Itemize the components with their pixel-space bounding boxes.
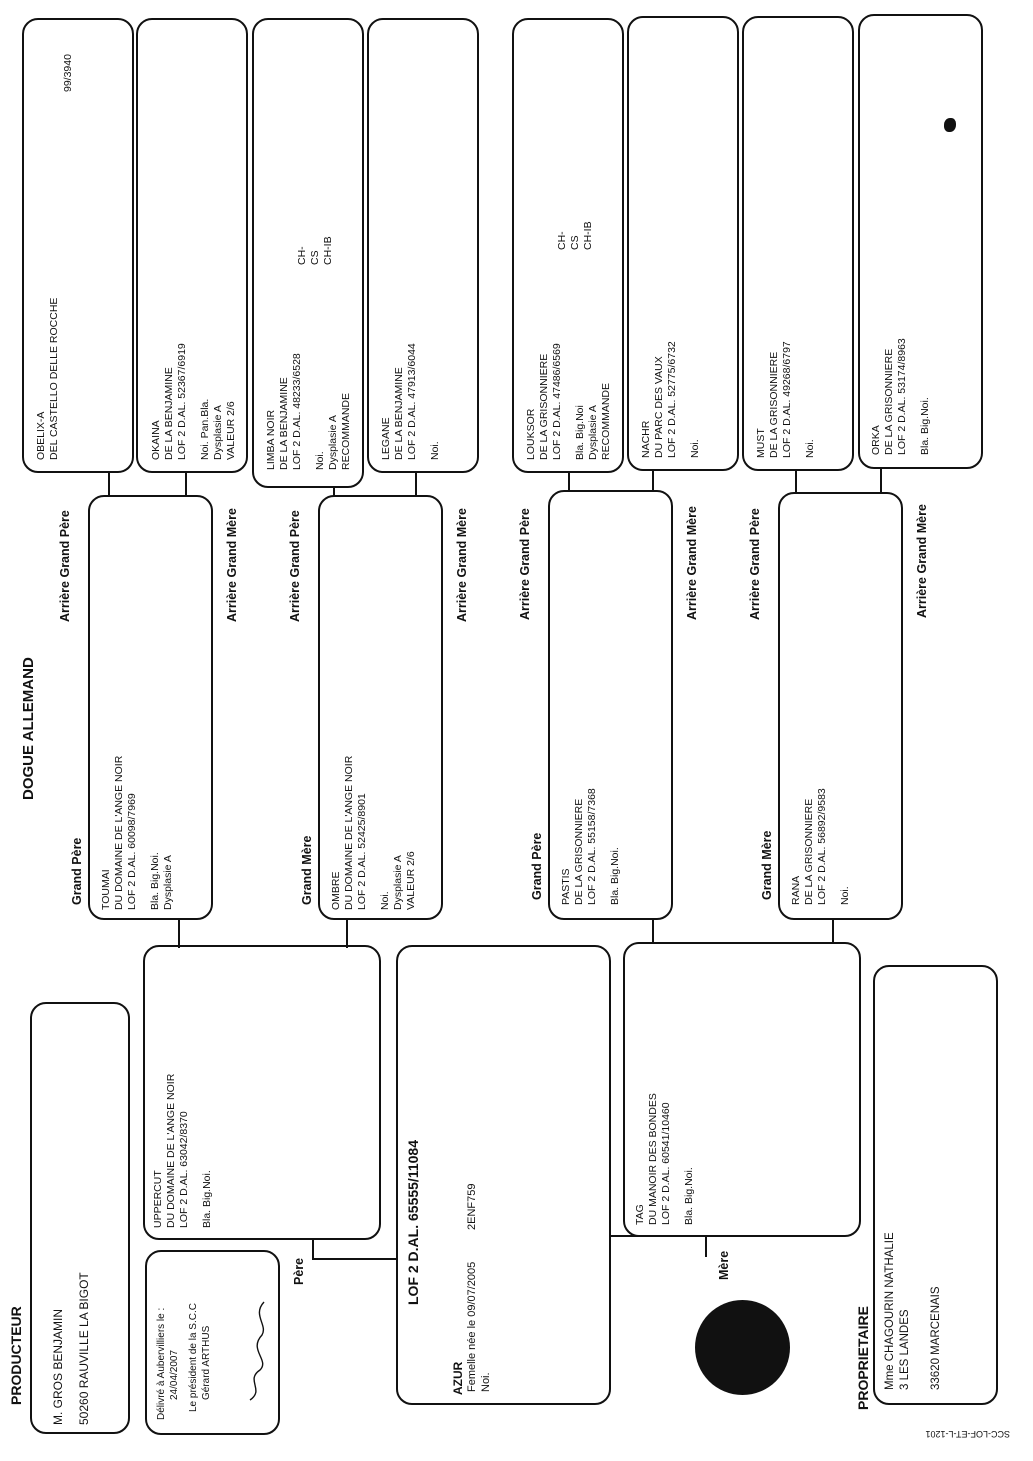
footer-code: SCC-LOF-ET-L-1201 (925, 1429, 1010, 1439)
owner-address2: 33620 MARCENAIS (930, 1286, 942, 1390)
label-ggp-4: Arrière Grand Père (748, 508, 762, 620)
dog-box (396, 945, 611, 1405)
label-grand-mere-1: Grand Mère (300, 835, 314, 905)
great-grandparent-6-info: NACHR DU PARC DES VAUX LOF 2 D.AL. 52775/6732 Noi. (640, 341, 701, 458)
label-ggp-2: Arrière Grand Père (288, 510, 302, 622)
producer-info (50, 1272, 92, 1425)
grandmother-maternal-info: RANA DE LA GRISONNIERE LOF 2 D.AL. 56892/9583 Noi. (790, 788, 851, 905)
dam-info: TAG DU MANOIR DES BONDES LOF 2 D.AL. 60541/10460 Bla. Big.Noi. (634, 1093, 695, 1225)
dog-color: Noi. (480, 1372, 492, 1392)
signature (240, 1290, 275, 1410)
great-grandparent-3-titles: CH-CS CH-IB (296, 236, 334, 265)
label-ggp-3: Arrière Grand Père (518, 508, 532, 620)
delivery-place: Délivré à Aubervilliers le : (156, 1307, 167, 1420)
dog-registration: LOF 2 D.AL. 65555/11084 (405, 1140, 421, 1305)
great-grandparent-5-titles: CH-CS CH-IB (556, 221, 594, 250)
mother-label: Mère (717, 1250, 731, 1280)
dog-chip: 2ENF759 (466, 1183, 478, 1230)
dog-birth: Femelle née le 09/07/2005 (466, 1261, 478, 1392)
label-ggm-2: Arrière Grand Mère (455, 508, 469, 622)
producer-name: M. GROS BENJAMIN (51, 1308, 65, 1425)
great-grandparent-2-info: OKAINA DE LA BENJAMINE LOF 2 D.AL. 52367/6919 Noi. Pan.Bla. Dysplasie A VALEUR 2/6 (150, 343, 237, 460)
great-grandparent-7-info: MUST DE LA GRISONNIERE LOF 2 D.AL. 49268/6797 Noi. (755, 341, 816, 458)
great-grandparent-3-info: LIMBA NOIR DE LA BENJAMINE LOF 2 D.AL. 48233/6528 Noi. Dysplasie A RECOMMANDE (265, 353, 352, 470)
owner-name: Mme CHAGOURIN NATHALIE (884, 1232, 896, 1390)
label-grand-pere-2: Grand Père (530, 832, 544, 900)
sire-info: UPPERCUT DU DOMAINE DE L'ANGE NOIR LOF 2 D.AL. 63042/8370 Bla. Big.Noi. (152, 1073, 213, 1228)
label-ggm-1: Arrière Grand Mère (225, 508, 239, 622)
delivery-date: 24/04/2007 (169, 1349, 180, 1400)
delivery-president: Gérard ARTHUS (201, 1325, 212, 1400)
great-grandparent-1-extra: 99/3940 (62, 54, 74, 92)
label-grand-mere-2: Grand Mère (760, 830, 774, 900)
grandfather-paternal-info: TOUMAI DU DOMAINE DE L'ANGE NOIR LOF 2 D.AL. 60098/7969 Bla. Big.Noi. Dysplasie A (100, 755, 174, 910)
dog-name: AZUR (451, 1361, 465, 1395)
great-grandparent-8-info: ORKA DE LA GRISONNIERE LOF 2 D.AL. 53174/8963 Bla. Big.Noi. (870, 338, 931, 455)
label-grand-pere-1: Grand Père (70, 837, 84, 905)
producer-heading: PRODUCTEUR (8, 1306, 24, 1405)
owner-address1: 3 LES LANDES (899, 1309, 911, 1390)
father-connector (312, 1238, 314, 1260)
label-ggp-1: Arrière Grand Père (58, 510, 72, 622)
father-label: Père (292, 1257, 306, 1285)
owner-heading: PROPRIETAIRE (855, 1306, 871, 1410)
breed-title: DOGUE ALLEMAND (20, 657, 37, 800)
grandmother-paternal-info: OMBRE DU DOMAINE DE L'ANGE NOIR LOF 2 D.AL. 52425/8901 Noi. Dysplasie A VALEUR 2/6 (330, 755, 417, 910)
ink-mark (944, 118, 956, 132)
great-grandparent-5-info: LOUKSOR DE LA GRISONNIERE LOF 2 D.AL. 47486/6569 Bla. Big.Noi Dysplasie A RECOMMANDE (525, 343, 612, 460)
grandfather-maternal-info: PASTIS DE LA GRISONNIERE LOF 2 D.AL. 55158/7368 Bla. Big.Noi. (560, 788, 621, 905)
great-grandparent-4-info: LEGANE DE LA BENJAMINE LOF 2 D.AL. 47913/6044 Noi. (380, 343, 441, 460)
owner-info (883, 1232, 944, 1390)
delivery-info (155, 1303, 213, 1420)
seal-stamp (695, 1300, 790, 1395)
dog-name-block (451, 1362, 465, 1395)
delivery-president-title: Le président de la S.C.C (188, 1303, 199, 1412)
label-ggm-4: Arrière Grand Mère (915, 504, 929, 618)
producer-address: 50260 RAUVILLE LA BIGOT (77, 1272, 91, 1425)
great-grandparent-1-info: OBELIX-A DEL CASTELLO DELLE ROCCHE (35, 297, 60, 460)
label-ggm-3: Arrière Grand Mère (685, 506, 699, 620)
